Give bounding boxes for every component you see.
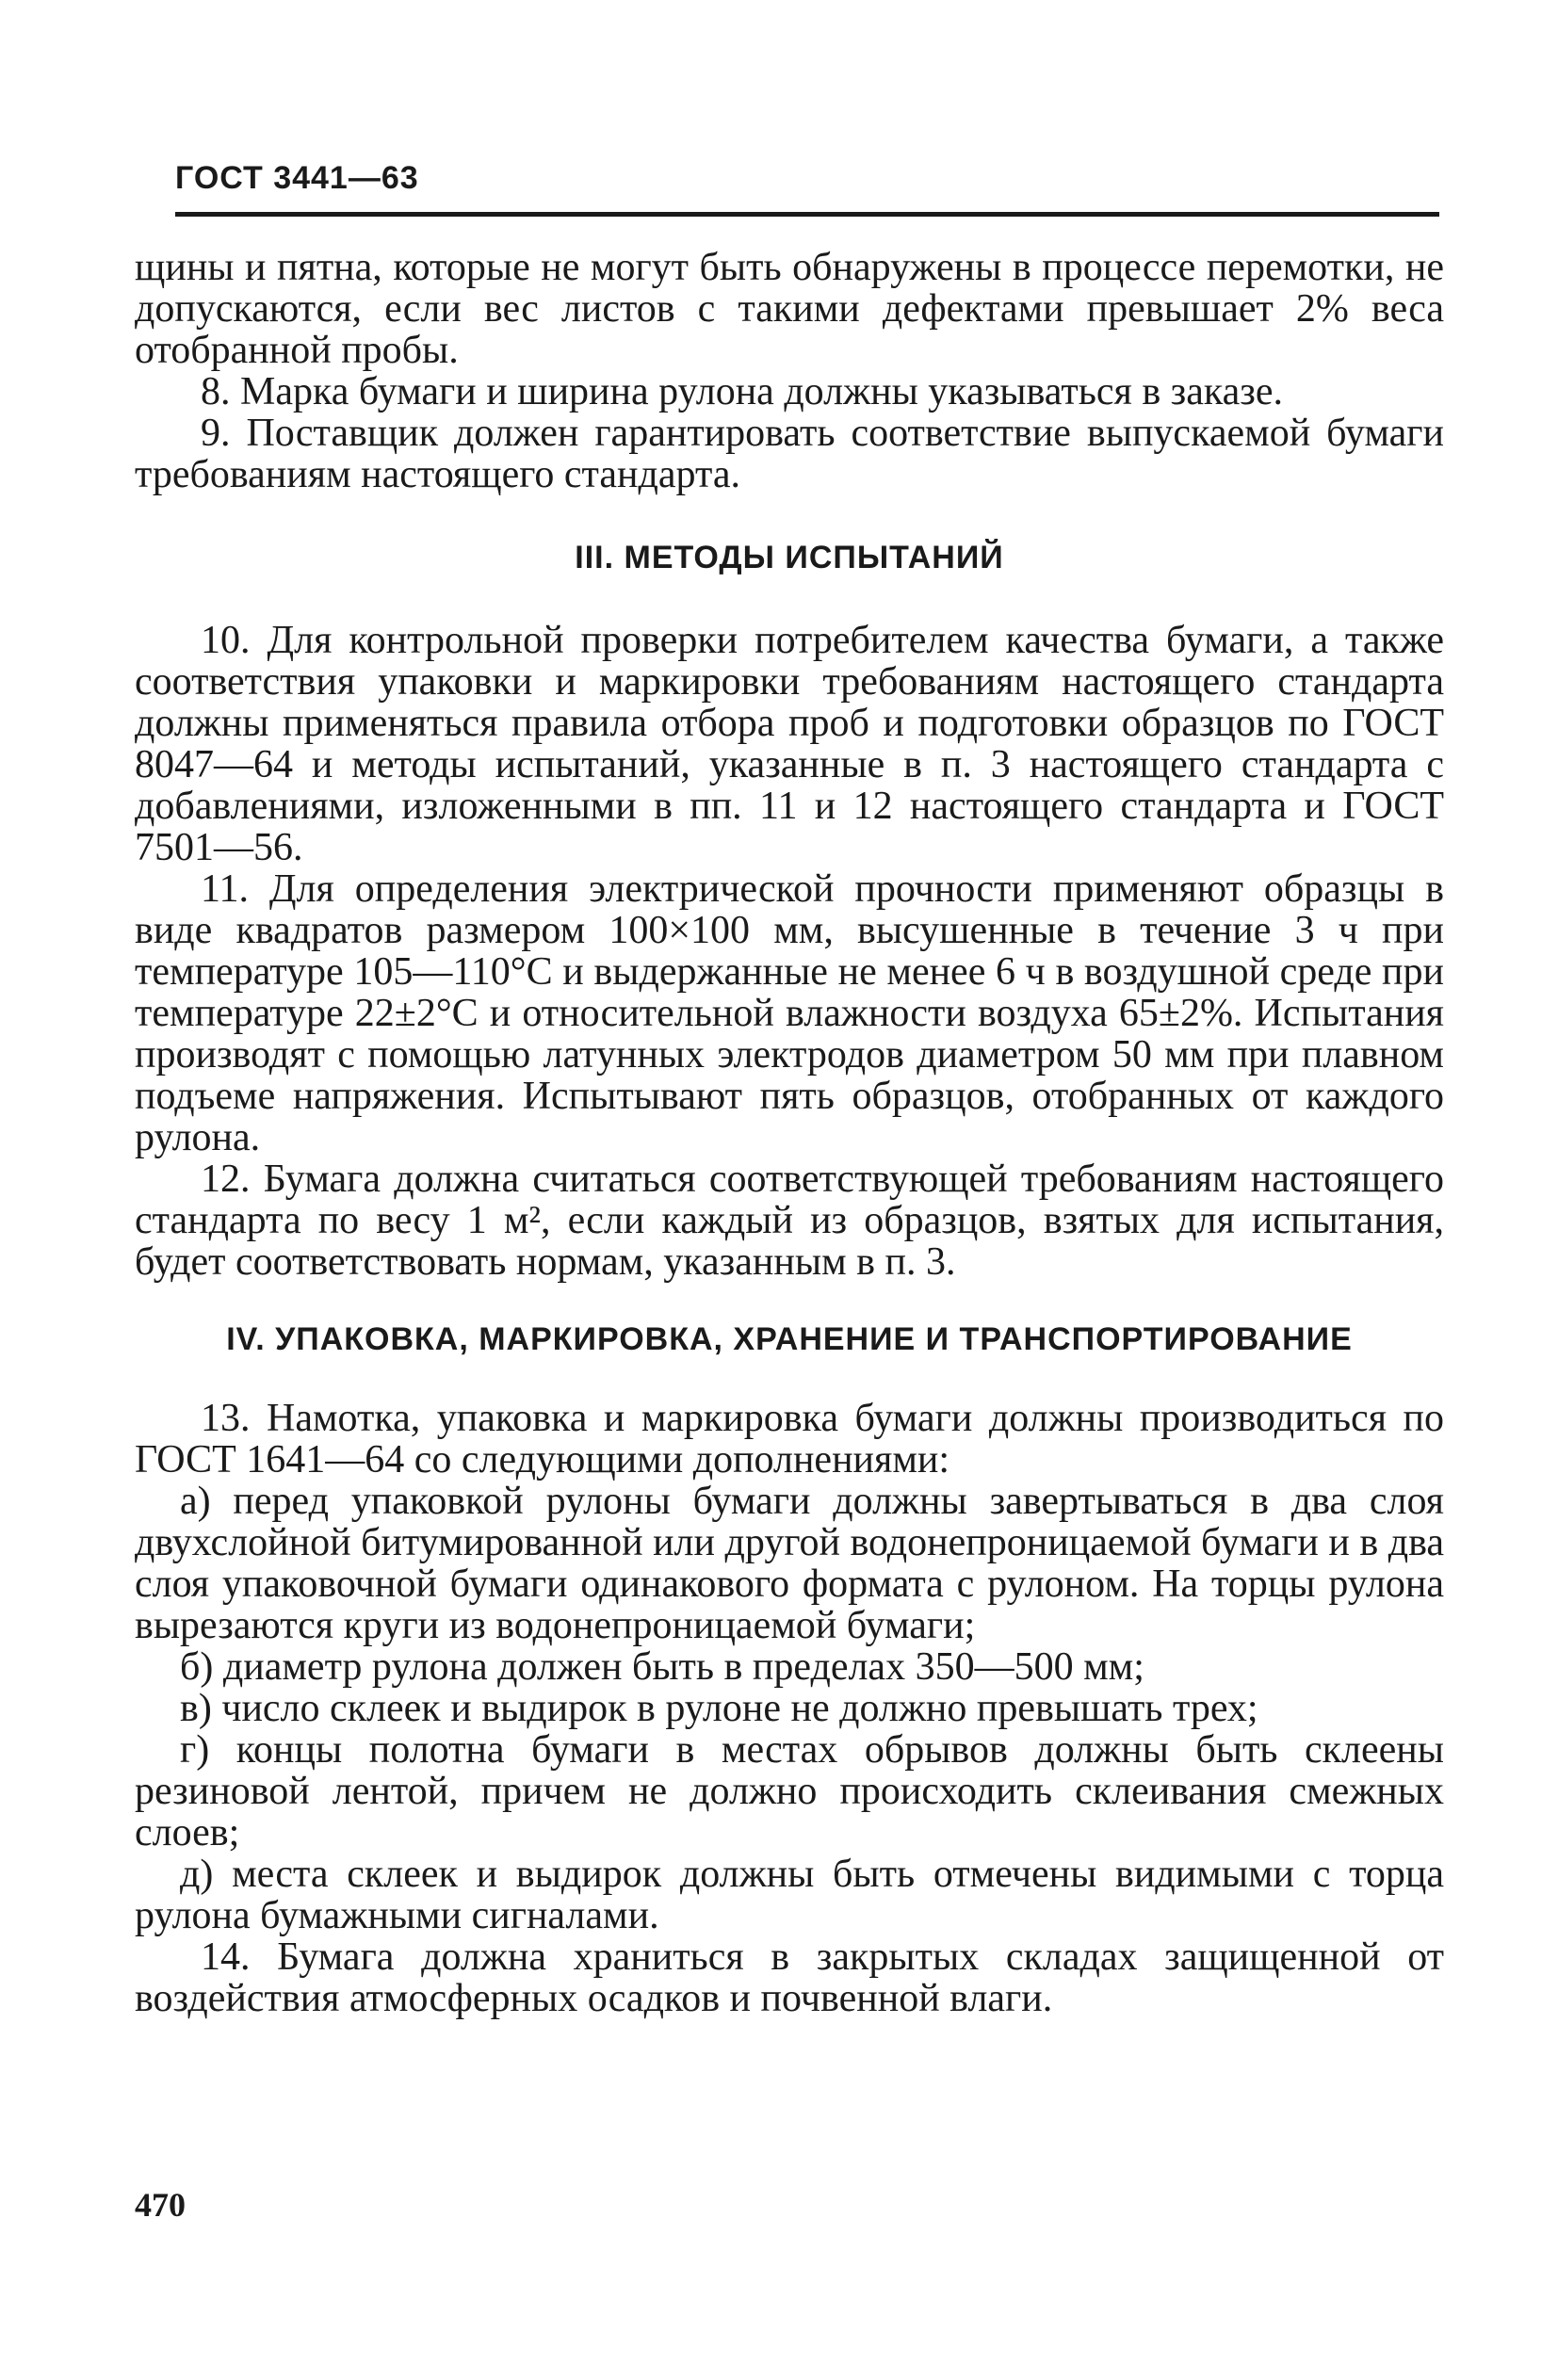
paragraph-12: 12. Бумага должна считаться соответствующей требованиям настоящего стандарта по весу 1 м², если каждый из образцов, взятых для испытания, будет соответствовать нормам, указанным в п. 3. — [135, 1158, 1444, 1284]
paragraph-8: 8. Марка бумаги и ширина рулона должны указываться в заказе. — [201, 370, 1284, 413]
paragraph-9: 9. Поставщик должен гарантировать соответствие выпускаемой бумаги требованиям настоящего стандарта. — [135, 412, 1444, 496]
section-heading-test-methods: III. МЕТОДЫ ИСПЫТАНИЙ — [575, 540, 1004, 575]
list-item-13c: в) число склеек и выдирок в рулоне не должно превышать трех; — [180, 1687, 1258, 1730]
paragraph-continuation: щины и пятна, которые не могут быть обнаружены в процессе перемотки, не допускаются, если вес листов с такими дефектами превышает 2% веса отобранной пробы. — [135, 246, 1444, 372]
section-heading-packaging: IV. УПАКОВКА, МАРКИРОВКА, ХРАНЕНИЕ И ТРАНСПОРТИРОВАНИЕ — [226, 1321, 1353, 1357]
header-rule — [175, 212, 1439, 217]
paragraph-13: 13. Намотка, упаковка и маркировка бумаги должны производиться по ГОСТ 1641—64 со следующими дополнениями: — [135, 1397, 1444, 1481]
list-item-13d: г) концы полотна бумаги в местах обрывов должны быть склеены резиновой лентой, причем не должно происходить склеивания смежных слоев; — [135, 1728, 1444, 1854]
paragraph-10: 10. Для контрольной проверки потребителем качества бумаги, а также соответствия упаковки и маркировки требованиям настоящего стандарта должны применяться правила отбора проб и подготовки образцов по ГОСТ 8047—64 и методы испытаний, указанные в п. 3 настоящего стандарта с добавлениями, изложенными в пп. 11 и 12 настоящего стандарта и ГОСТ 7501—56. — [135, 619, 1444, 869]
page-number: 470 — [135, 2186, 186, 2224]
list-item-13b: б) диаметр рулона должен быть в пределах 350—500 мм; — [180, 1645, 1144, 1689]
body-text — [135, 247, 1444, 2019]
running-header: ГОСТ 3441—63 — [175, 160, 419, 196]
paragraph-14: 14. Бумага должна храниться в закрытых складах защищенной от воздействия атмосферных осадков и почвенной влаги. — [135, 1935, 1444, 2020]
paragraph-11: 11. Для определения электрической прочности применяют образцы в виде квадратов размером 100×100 мм, высушенные в течение 3 ч при температуре 105—110°C и выдержанные не менее 6 ч в воздушной среде при температуре 22±2°C и относительной влажности воздуха 65±2%. Испытания производят с помощью латунных электродов диаметром 50 мм при плавном подъеме напряжения. Испытывают пять образцов, отобранных от каждого рулона. — [135, 867, 1444, 1159]
list-item-13e: д) места склеек и выдирок должны быть отмечены видимыми с торца рулона бумажными сигналами. — [135, 1853, 1444, 1937]
list-item-13a: а) перед упаковкой рулоны бумаги должны завертываться в два слоя двухслойной битумированной или другой водонепроницаемой бумаги и в два слоя упаковочной бумаги одинакового формата с рулоном. На торцы рулона вырезаются круги из водонепроницаемой бумаги; — [135, 1480, 1444, 1647]
